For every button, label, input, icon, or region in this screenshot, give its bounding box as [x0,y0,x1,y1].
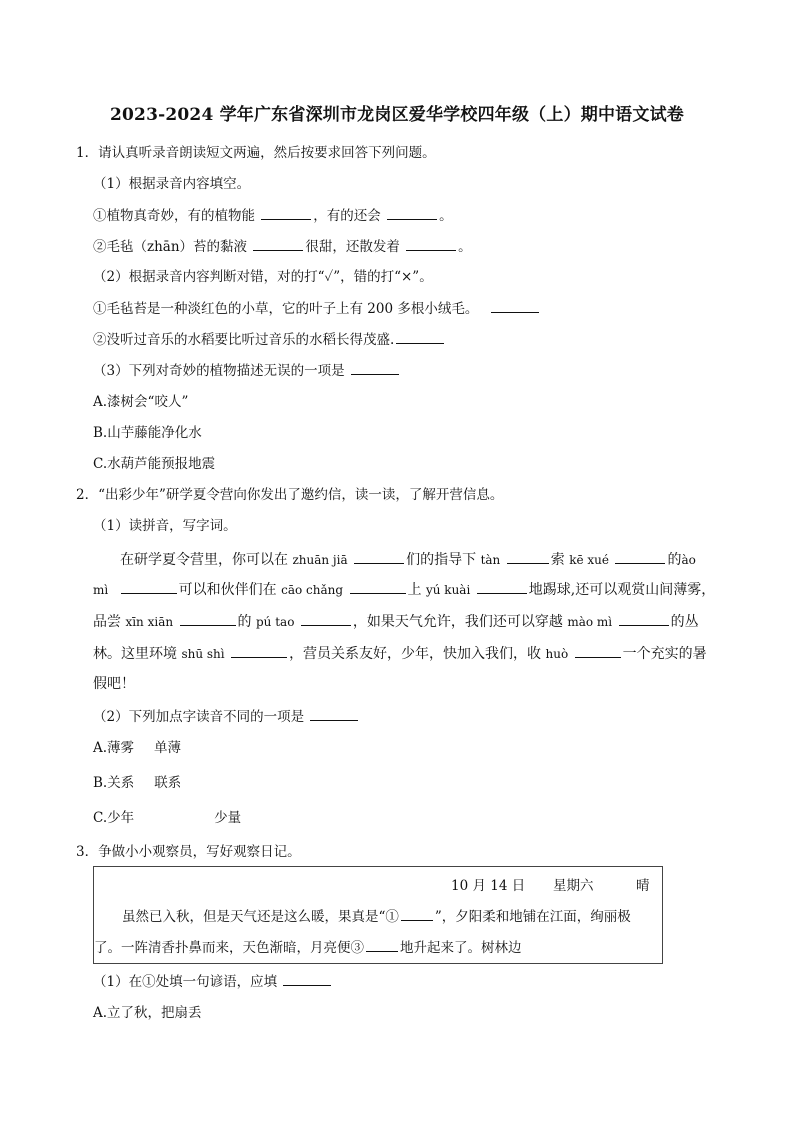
answer-blank[interactable] [477,579,527,594]
q1-option-b[interactable]: B.山芋藤能净化水 [93,425,202,441]
diary-weekday: 星期六 [553,878,594,894]
option-word: 联系 [154,775,182,791]
q2-passage-line-2 [93,579,715,600]
q2-part2-label [93,706,360,727]
pinyin: yú kuài [425,583,471,597]
pinyin: huò [545,647,569,661]
diary-text: 地升起来了。树林边 [400,940,522,956]
passage-text: 们的指导下 [406,552,477,568]
answer-blank[interactable] [619,611,669,626]
option-word: C.少年 [93,810,135,826]
q1-p1a-mid: ，有的还会 [313,208,381,224]
diary-text: ”，夕阳柔和地铺在江面，绚丽极 [434,909,631,925]
answer-blank[interactable] [396,329,444,344]
answer-blank[interactable] [575,643,621,658]
q3-part1-label [93,971,333,992]
answer-blank[interactable] [387,205,437,220]
q3-p1-text: （1）在①处填一句谚语，应填 [93,974,278,990]
answer-blank[interactable] [507,549,549,564]
diary-text: 了。一阵清香扑鼻而来，天色渐暗，月亮便③ [94,940,364,956]
option-word: A.薄雾 [93,740,135,756]
answer-blank[interactable] [283,971,331,986]
question-1-stem: 1．请认真听录音朗读短文两遍，然后按要求回答下列问题。 [76,145,436,161]
q1-part2-item-b [93,329,446,350]
q1-part1-item-b [93,236,472,257]
answer-blank[interactable] [615,549,665,564]
passage-text: 索 [550,552,565,568]
answer-blank[interactable] [366,937,398,952]
pinyin: shū shì [181,647,225,661]
passage-text: 在研学夏令营里，你可以在 [120,552,288,568]
question-2-stem: 2．“出彩少年”研学夏令营向你发出了邀约信，读一读，了解开营信息。 [76,487,504,503]
passage-text: 可以和伙伴们在 [178,582,277,598]
diary-weather: 晴 [636,878,650,894]
q1-p1a-pre: ①植物真奇妙，有的植物能 [93,208,255,224]
answer-blank[interactable] [261,205,311,220]
answer-blank[interactable] [180,611,236,626]
q2-part1-label: （1）读拼音，写字词。 [93,518,237,534]
diary-excerpt-box [93,866,663,964]
passage-text: 的 [237,614,252,630]
q1-p2a-text: ①毛毡苔是一种淡红色的小草，它的叶子上有 200 多根小绒毛。 [93,301,479,317]
passage-text: 上 [407,582,422,598]
passage-text: ，如果天气允许，我们还可以穿越 [352,614,563,630]
pinyin: pú tao [256,615,295,629]
answer-blank[interactable] [406,236,456,251]
q1-part3-label [93,360,401,381]
diary-date: 10 月 14 日 [451,878,526,894]
q2-passage-line-4 [93,643,707,664]
q1-part2-label: （2）根据录音内容判断对错，对的打“✓”，错的打“×”。 [93,269,433,285]
passage-text: 品尝 [93,614,121,630]
q1-p3-text: （3）下列对奇妙的植物描述无误的一项是 [93,363,345,379]
q2-passage-line-3 [93,611,699,632]
q1-option-a[interactable]: A.漆树会“咬人” [93,394,189,410]
answer-blank[interactable] [354,549,404,564]
passage-text: 一个充实的暑 [622,646,707,662]
q1-p1a-end: 。 [439,208,453,224]
passage-text: 林。这里环境 [93,646,177,662]
passage-text: 的 [667,552,682,568]
passage-text: 的丛 [670,614,699,630]
q1-p1b-pre: ②毛毡（zhān）苔的黏液 [93,239,248,255]
diary-line-1 [122,906,631,927]
pinyin: mì [93,583,109,597]
answer-blank[interactable] [301,611,351,626]
answer-blank[interactable] [401,906,433,921]
answer-blank[interactable] [121,579,177,594]
passage-text: 地踢球,还可以观赏山间薄雾， [528,582,716,598]
pinyin: mào mì [567,615,613,629]
q1-part1-item-a [93,205,453,226]
q2-passage-line-1 [120,549,696,570]
answer-blank[interactable] [350,579,406,594]
diary-line-2 [94,937,522,958]
q1-option-c[interactable]: C.水葫芦能预报地震 [93,456,216,472]
pinyin: xīn xiān [125,615,174,629]
option-word: 少量 [214,810,242,826]
q1-p1b-end: 。 [458,239,472,255]
answer-blank[interactable] [310,706,358,721]
q1-p1b-mid: 很甜，还散发着 [305,239,400,255]
q1-part1-label: （1）根据录音内容填空。 [93,176,251,192]
q2-option-a[interactable] [93,738,181,758]
answer-blank[interactable] [253,236,303,251]
pinyin: cāo chǎng [281,583,344,597]
passage-text: ，营员关系友好，少年，快加入我们，收 [289,646,542,662]
pinyin: ào [681,553,696,567]
pinyin: tàn [480,553,501,567]
option-word: 单薄 [154,740,182,756]
q2-option-c[interactable] [93,808,241,828]
question-3-stem: 3．争做小小观察员，写好观察日记。 [76,844,301,860]
answer-blank[interactable] [231,643,287,658]
pinyin: zhuān jiā [292,553,348,567]
answer-blank[interactable] [491,298,539,313]
pinyin: kē xué [569,553,609,567]
q1-part2-item-a [93,298,541,319]
answer-blank[interactable] [351,360,399,375]
option-word: B.关系 [93,775,135,791]
q2-p2-text: （2）下列加点字读音不同的一项是 [93,709,305,725]
diary-text: 虽然已入秋，但是天气还是这么暖，果真是“① [122,909,399,925]
q1-p2b-text: ②没听过音乐的水稻要比听过音乐的水稻长得茂盛. [93,332,395,348]
q2-option-b[interactable] [93,773,181,793]
q3-option-a[interactable]: A.立了秋，把扇丢 [93,1005,202,1021]
q2-passage-line-5: 假吧！ [93,676,135,692]
page-title: 2023-2024 学年广东省深圳市龙岗区爱华学校四年级（上）期中语文试卷 [109,105,684,125]
